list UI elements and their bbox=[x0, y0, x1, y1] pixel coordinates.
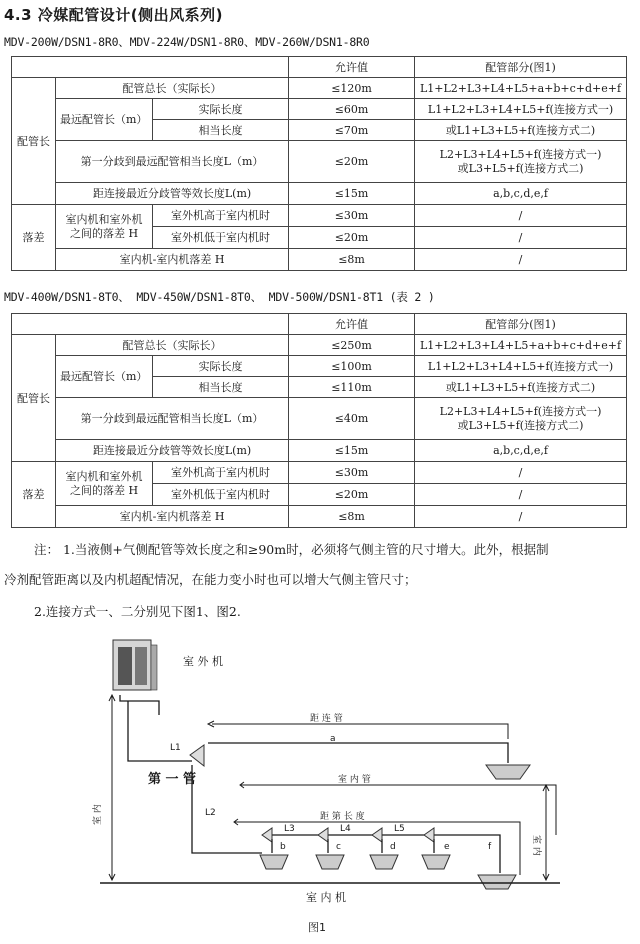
row-value-total: ≤120m bbox=[289, 78, 415, 99]
outdoor-label: 室 外 机 bbox=[183, 655, 223, 668]
table-row bbox=[12, 335, 627, 356]
row-value-far-equiv: ≤70m bbox=[289, 120, 415, 141]
group-drop: 落差 bbox=[12, 205, 56, 271]
row-label-nearest: 距连接最近分歧管等效长度L(m) bbox=[56, 440, 289, 462]
row-label-first-branch: 第一分歧到最远配管相当长度L（m） bbox=[56, 141, 289, 183]
row-label-nearest: 距连接最近分歧管等效长度L(m) bbox=[56, 183, 289, 205]
header-allow: 允许值 bbox=[289, 57, 415, 78]
part-line-2: 或L3+L5+f(连接方式二) bbox=[457, 161, 584, 175]
row-label-drop-high: 室外机高于室内机时 bbox=[153, 205, 289, 227]
first-branch-icon bbox=[190, 745, 204, 766]
drop-group-line-2: 之间的落差 H bbox=[69, 483, 139, 497]
row-value-far-actual: ≤60m bbox=[289, 99, 415, 120]
row-label-far-equiv: 相当长度 bbox=[153, 377, 289, 398]
row-label-first-branch: 第一分歧到最远配管相当长度L（m） bbox=[56, 398, 289, 440]
table-row bbox=[12, 398, 627, 440]
L3-label: L3 bbox=[284, 824, 295, 834]
row-label-drop-high: 室外机高于室内机时 bbox=[153, 462, 289, 484]
spec-table-1 bbox=[11, 56, 627, 271]
row-part-drop-high: / bbox=[415, 205, 627, 227]
row-part-nearest: a,b,c,d,e,f bbox=[415, 440, 627, 462]
table-row bbox=[12, 205, 627, 227]
part-line-1: L2+L3+L4+L5+f(连接方式一) bbox=[439, 147, 602, 161]
note-line-2: 冷剂配管距离以及内机超配情况，在能力变小时也可以增大气侧主管尺寸； bbox=[4, 572, 417, 587]
spec-table-2 bbox=[11, 313, 627, 528]
nearest-pipe-label: 距 连 管 bbox=[310, 714, 343, 724]
riser-pipe bbox=[128, 701, 192, 761]
row-label-drop-group bbox=[56, 205, 153, 249]
branch-icon-2 bbox=[318, 828, 328, 842]
table-header-row bbox=[12, 314, 627, 335]
row-label-drop-low: 室外机低于室内机时 bbox=[153, 227, 289, 249]
pipe-a bbox=[208, 743, 508, 763]
row-value-first-branch: ≤20m bbox=[289, 141, 415, 183]
pipe-L2 bbox=[192, 765, 262, 853]
table-row bbox=[12, 99, 627, 120]
row-part-total: L1+L2+L3+L4+L5+a+b+c+d+e+f bbox=[415, 335, 627, 356]
table-row bbox=[12, 462, 627, 484]
L2-label: L2 bbox=[205, 808, 216, 818]
table-row bbox=[12, 141, 627, 183]
row-label-far-equiv: 相当长度 bbox=[153, 120, 289, 141]
row-value-nearest: ≤15m bbox=[289, 183, 415, 205]
note-line-1: 注： 1.当液侧+气侧配管等效长度之和≥90m时，必须将气侧主管的尺寸增大。此外，根据制 bbox=[34, 542, 549, 557]
header-empty bbox=[12, 314, 289, 335]
far-length-label: 距 第 长 度 bbox=[320, 812, 365, 822]
row-label-drop-low: 室外机低于室内机时 bbox=[153, 484, 289, 506]
row-part-indoor-drop: / bbox=[415, 249, 627, 271]
right-side-label: 室 内 bbox=[531, 835, 541, 856]
row-label-indoor-drop: 室内机-室内机落差 H bbox=[56, 249, 289, 271]
arrow-height-left bbox=[109, 695, 115, 880]
header-part: 配管部分(图1) bbox=[415, 57, 627, 78]
row-value-far-actual: ≤100m bbox=[289, 356, 415, 377]
part-line-2: 或L3+L5+f(连接方式二) bbox=[457, 418, 584, 432]
table-row bbox=[12, 183, 627, 205]
f-label: f bbox=[488, 842, 492, 852]
row-value-nearest: ≤15m bbox=[289, 440, 415, 462]
main-pipe bbox=[120, 695, 159, 715]
d-label: d bbox=[390, 842, 396, 852]
row-part-nearest: a,b,c,d,e,f bbox=[415, 183, 627, 205]
row-value-drop-high: ≤30m bbox=[289, 205, 415, 227]
section-title: 4.3 冷媒配管设计(侧出风系列) bbox=[4, 6, 224, 24]
row-part-first-branch bbox=[415, 398, 627, 440]
row-value-drop-low: ≤20m bbox=[289, 227, 415, 249]
row-value-indoor-drop: ≤8m bbox=[289, 506, 415, 528]
c-label: c bbox=[336, 842, 341, 852]
table2-models: MDV-400W/DSN1-8T0、 MDV-450W/DSN1-8T0、 MDV-500W/DSN1-8T1 (表 2 ) bbox=[4, 290, 435, 304]
group-pipe-length: 配管长 bbox=[12, 78, 56, 205]
e-label: e bbox=[444, 842, 450, 852]
row-part-drop-high: / bbox=[415, 462, 627, 484]
outdoor-unit-icon bbox=[113, 640, 157, 690]
L1-label: L1 bbox=[170, 743, 181, 753]
indoor-pipe-label: 室 内 管 bbox=[338, 775, 371, 785]
note-line-3: 2.连接方式一、二分别见下图1、图2. bbox=[34, 604, 241, 619]
row-part-far-actual: L1+L2+L3+L4+L5+f(连接方式一) bbox=[415, 99, 627, 120]
row-label-total: 配管总长（实际长） bbox=[56, 78, 289, 99]
branch-icon-4 bbox=[424, 828, 434, 842]
row-label-far-actual: 实际长度 bbox=[153, 99, 289, 120]
L4-label: L4 bbox=[340, 824, 351, 834]
arrow-nearest bbox=[208, 721, 508, 739]
row-value-first-branch: ≤40m bbox=[289, 398, 415, 440]
table-row bbox=[12, 506, 627, 528]
header-allow: 允许值 bbox=[289, 314, 415, 335]
row-value-indoor-drop: ≤8m bbox=[289, 249, 415, 271]
arrow-height-right bbox=[543, 785, 549, 880]
row-label-total: 配管总长（实际长） bbox=[56, 335, 289, 356]
table-row bbox=[12, 440, 627, 462]
row-label-far-actual: 实际长度 bbox=[153, 356, 289, 377]
indoor-unit-icon-b bbox=[260, 855, 288, 869]
row-part-total: L1+L2+L3+L4+L5+a+b+c+d+e+f bbox=[415, 78, 627, 99]
row-part-far-equiv: 或L1+L3+L5+f(连接方式二) bbox=[415, 377, 627, 398]
row-part-far-equiv: 或L1+L3+L5+f(连接方式二) bbox=[415, 120, 627, 141]
left-side-label: 室 内 bbox=[93, 804, 103, 825]
row-value-drop-high: ≤30m bbox=[289, 462, 415, 484]
indoor-unit-icon-e bbox=[422, 855, 450, 869]
row-part-drop-low: / bbox=[415, 227, 627, 249]
indoor-unit-icon-f bbox=[478, 875, 516, 889]
b-label: b bbox=[280, 842, 286, 852]
row-label-far-group: 最远配管长（m） bbox=[56, 356, 153, 398]
branch-icon-3 bbox=[372, 828, 382, 842]
table-row bbox=[12, 249, 627, 271]
indoor-unit-icon-c bbox=[316, 855, 344, 869]
figure-caption: 图1 bbox=[308, 921, 326, 934]
header-empty bbox=[12, 57, 289, 78]
drop-group-line-2: 之间的落差 H bbox=[69, 226, 139, 240]
drop-group-line-1: 室内机和室外机 bbox=[65, 469, 143, 483]
indoor-unit-icon-a bbox=[486, 765, 530, 779]
table-row bbox=[12, 356, 627, 377]
row-part-drop-low: / bbox=[415, 484, 627, 506]
row-label-far-group: 最远配管长（m） bbox=[56, 99, 153, 141]
drop-group-line-1: 室内机和室外机 bbox=[65, 212, 143, 226]
row-part-indoor-drop: / bbox=[415, 506, 627, 528]
row-value-drop-low: ≤20m bbox=[289, 484, 415, 506]
row-label-drop-group bbox=[56, 462, 153, 506]
table1-models: MDV-200W/DSN1-8R0、MDV-224W/DSN1-8R0、MDV-260W/DSN1-8R0 bbox=[4, 35, 370, 49]
first-branch-label: 第 一 管 bbox=[148, 772, 197, 787]
table-row bbox=[12, 78, 627, 99]
row-part-far-actual: L1+L2+L3+L4+L5+f(连接方式一) bbox=[415, 356, 627, 377]
group-drop: 落差 bbox=[12, 462, 56, 528]
branch-icon-1 bbox=[262, 828, 272, 842]
piping-diagram bbox=[0, 625, 640, 944]
row-part-first-branch bbox=[415, 141, 627, 183]
table-header-row bbox=[12, 57, 627, 78]
part-line-1: L2+L3+L4+L5+f(连接方式一) bbox=[439, 404, 602, 418]
pipe-a-label: a bbox=[330, 734, 336, 744]
L5-label: L5 bbox=[394, 824, 405, 834]
indoor-unit-label: 室 内 机 bbox=[306, 891, 346, 904]
header-part: 配管部分(图1) bbox=[415, 314, 627, 335]
row-value-far-equiv: ≤110m bbox=[289, 377, 415, 398]
indoor-unit-icon-d bbox=[370, 855, 398, 869]
group-pipe-length: 配管长 bbox=[12, 335, 56, 462]
row-label-indoor-drop: 室内机-室内机落差 H bbox=[56, 506, 289, 528]
row-value-total: ≤250m bbox=[289, 335, 415, 356]
